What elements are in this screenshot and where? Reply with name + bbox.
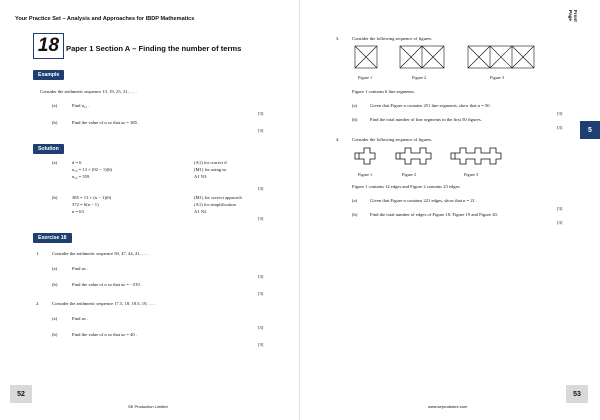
question-2-part-b-text: Find the value of n so that uₙ = 40 . xyxy=(72,332,138,337)
question-4-part-b-text: Find the total number of edges of Figure 18, Figure 19 and Figure 20. xyxy=(370,212,498,217)
question-3-figures xyxy=(350,44,570,72)
question-3-part-a-label: (a) xyxy=(352,103,358,108)
left-footer: SE Production Limited xyxy=(128,404,168,409)
question-1-part-a-mark: [3] xyxy=(258,274,264,279)
q3-figure-2 xyxy=(400,46,444,68)
q4-figure-1 xyxy=(355,148,375,164)
solution-a-reason-3: A1 N3 xyxy=(194,174,207,179)
question-4-part-a-text: Given that Figure n contains 221 edges, show that n = 21 . xyxy=(370,198,478,203)
question-4-part-b-mark: [3] xyxy=(557,220,563,225)
q4-figure-3 xyxy=(451,148,501,164)
solution-b-line-2: 372 = 6(n − 1) xyxy=(72,202,99,207)
question-3-part-b-label: (b) xyxy=(352,117,358,122)
question-4-part-a-label: (a) xyxy=(352,198,358,203)
example-intro: Consider the arithmetic sequence 13, 19, 25, 31, … . xyxy=(40,89,137,94)
left-page-number: 52 xyxy=(10,385,32,403)
solution-b-label: (b) xyxy=(52,195,58,200)
solution-b-reason-2: (A1) for simplification xyxy=(194,202,236,207)
q4-figure-2-label: Figure 2 xyxy=(402,172,417,177)
solution-a-label: (a) xyxy=(52,160,58,165)
solution-a-line-3: u₁₂ = 559 xyxy=(72,174,90,179)
question-2-number: 2. xyxy=(36,301,40,306)
solution-b-reason-1: (M1) for correct approach xyxy=(194,195,242,200)
question-1-intro: Consider the arithmetic sequence 50, 47, 44, 41, … . xyxy=(52,251,149,256)
chapter-number-box xyxy=(33,33,64,59)
q3-figure-1-label: Figure 1 xyxy=(358,75,373,80)
question-4-description: Figure 1 contains 12 edges and Figure 2 contains 23 edges. xyxy=(352,184,461,189)
example-part-a-label: (a) xyxy=(52,103,58,108)
example-part-b-text: Find the value of n so that uₙ = 385 . xyxy=(72,120,140,125)
chapter-number: 18 xyxy=(37,35,60,56)
question-1-part-a-label: (a) xyxy=(52,266,58,271)
question-4-number: 4. xyxy=(336,137,340,142)
question-1-number: 1. xyxy=(36,251,40,256)
q4-figure-2 xyxy=(396,148,431,164)
question-1-part-b-label: (b) xyxy=(52,282,58,287)
solution-b-line-3: n = 63 xyxy=(72,209,84,214)
question-2-part-b-label: (b) xyxy=(52,332,58,337)
right-page-number: 53 xyxy=(566,385,588,403)
q4-figure-3-label: Figure 3 xyxy=(464,172,479,177)
solution-a-line-1: d = 6 xyxy=(72,160,82,165)
solution-label: Solution xyxy=(33,144,64,154)
question-3-part-b-text: Find the total number of line segments in the first 50 figures. xyxy=(370,117,482,122)
solution-a-reason-2: (M1) for using uₙ xyxy=(194,167,227,172)
question-2-part-b-mark: [3] xyxy=(258,342,264,347)
front-page-heading: Front Page xyxy=(568,10,578,22)
book-title: Your Practice Set – Analysis and Approaches for IBDP Mathematics xyxy=(15,16,195,22)
question-3-part-b-mark: [3] xyxy=(557,125,563,130)
q3-figure-3-label: Figure 3 xyxy=(490,75,505,80)
exercise-label: Exercise 18 xyxy=(33,233,72,243)
right-footer: www.seprodstore.com xyxy=(428,404,468,409)
question-1-part-b-text: Find the value of n so that uₙ = −319 . xyxy=(72,282,142,287)
question-4-intro: Consider the following sequence of figures. xyxy=(352,137,433,142)
question-1-part-a-text: Find uₙ . xyxy=(72,266,88,271)
solution-b-reason-3: A1 N2 xyxy=(194,209,207,214)
example-part-b-mark: [3] xyxy=(258,128,264,133)
chapter-title: Paper 1 Section A – Finding the number of terms xyxy=(66,44,242,53)
question-2-part-a-label: (a) xyxy=(52,316,58,321)
q3-figure-3 xyxy=(468,46,534,68)
question-2-part-a-text: Find uₙ . xyxy=(72,316,88,321)
example-part-a-mark: [3] xyxy=(258,111,264,116)
question-4-figures xyxy=(350,146,570,168)
solution-a-line-2: u₁₂ = 13 + (92 − 1)(6) xyxy=(72,167,113,172)
question-3-intro: Consider the following sequence of figures. xyxy=(352,36,433,41)
solution-b-line-1: 385 = 13 + (n − 1)(6) xyxy=(72,195,112,200)
q3-figure-2-label: Figure 2 xyxy=(412,75,427,80)
question-3-description: Figure 1 contains 6 line segments. xyxy=(352,89,415,94)
question-1-part-b-mark: [3] xyxy=(258,291,264,296)
q3-figure-1 xyxy=(355,46,377,68)
solution-b-mark: [3] xyxy=(258,216,264,221)
book-spine xyxy=(299,0,300,420)
solution-a-reason-1: (A1) for correct d xyxy=(194,160,227,165)
example-part-a-text: Find u₁₂ . xyxy=(72,103,90,108)
example-part-b-label: (b) xyxy=(52,120,58,125)
question-3-number: 3. xyxy=(336,36,340,41)
question-3-part-a-text: Given that Figure n contains 251 line segments, show that n = 50 . xyxy=(370,103,492,108)
section-tab: 5 xyxy=(580,121,600,139)
question-3-part-a-mark: [3] xyxy=(557,111,563,116)
solution-a-mark: [3] xyxy=(258,186,264,191)
q4-figure-1-label: Figure 1 xyxy=(358,172,373,177)
question-2-part-a-mark: [3] xyxy=(258,325,264,330)
question-4-part-a-mark: [3] xyxy=(557,206,563,211)
example-label: Example xyxy=(33,70,64,80)
question-2-intro: Consider the arithmetic sequence 17.5, 18, 18.5, 19, … . xyxy=(52,301,156,306)
question-4-part-b-label: (b) xyxy=(352,212,358,217)
